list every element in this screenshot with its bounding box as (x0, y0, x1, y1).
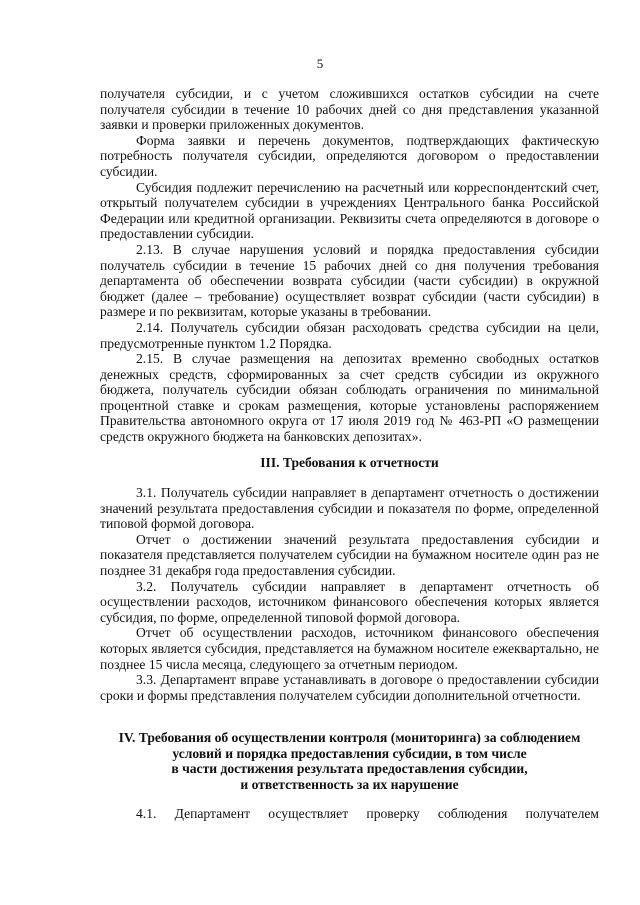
paragraph: 3.2. Получатель субсидии направляет в департамент отчетность об осуществлении расходов, источником финансового обеспечения которых является субсидия, по форме, определенной типовой формой договора. (100, 578, 599, 625)
section-4-heading-line: IV. Требования об осуществлении контроля (мониторинга) за соблюдением (118, 730, 581, 745)
paragraph: 3.1. Получатель субсидии направляет в департамент отчетность о достижении значений результата предоставления субсидии и показателя по форме, определенной типовой формой договора. (100, 485, 599, 532)
page-number: 5 (316, 56, 324, 71)
paragraphs-block-3 (100, 806, 599, 822)
paragraph: 2.13. В случае нарушения условий и порядка предоставления субсидии получатель субсидии в течение 15 рабочих дней со дня получения требования департамента об обеспечении возврата субсидии (части субсидии) в окружной бюджет (далее – требование) осуществляет возврат субсидии (части субсидии) в размере и по реквизитам, которые указаны в требовании. (100, 241, 599, 320)
paragraph: 4.1. Департамент осуществляет проверку соблюдения получателем (136, 806, 599, 821)
section-4-heading-line: и ответственность за их нарушение (240, 776, 459, 792)
section-4-heading-line: условий и порядка предоставления субсидии, в том числе (172, 745, 527, 761)
paragraph: Форма заявки и перечень документов, подтверждающих фактическую потребность получателя субсидии, определяются договором о предоставлении субсидии. (100, 132, 599, 179)
section-3-heading: III. Требования к отчетности (260, 455, 439, 470)
paragraphs-block-2 (100, 485, 599, 703)
paragraphs-block-1 (100, 86, 599, 445)
paragraph: Субсидия подлежит перечислению на расчетный или корреспондентский счет, открытый получателем субсидии в учреждениях Центрального банка Российской Федерации или кредитной организации. Реквизиты счета определяются в договоре о предоставлении субсидии. (100, 179, 599, 242)
paragraph: Отчет о достижении значений результата предоставления субсидии и показателя представляется получателем субсидии на бумажном носителе один раз не позднее 31 декабря года предоставления субсидии. (100, 531, 599, 578)
paragraph: 2.15. В случае размещения на депозитах временно свободных остатков денежных средств, сформированных за счет средств субсидии из окружного бюджета, получатель субсидии обязан соблюдать ограничения по минимальной процентной ставке и срокам размещения, которые установлены распоряжением Правительства автономного округа от 17 июля 2019 год № 463-РП «О размещении средств окружного бюджета на банковских депозитах». (100, 351, 599, 445)
paragraph: получателя субсидии, и с учетом сложившихся остатков субсидии на счете получателя субсидии в течение 10 рабочих дней со дня представления указанной заявки и проверки приложенных документов. (100, 86, 599, 133)
paragraph: 2.14. Получатель субсидии обязан расходовать средства субсидии на цели, предусмотренные пунктом 1.2 Порядка. (100, 319, 599, 351)
section-4-heading (100, 730, 599, 792)
paragraph: 3.3. Департамент вправе устанавливать в договоре о предоставлении субсидии сроки и формы представления получателем субсидии дополнительной отчетности. (100, 672, 599, 703)
paragraph: Отчет об осуществлении расходов, источником финансового обеспечения которых является субсидия, представляется на бумажном носителе ежеквартально, не позднее 15 числа месяца, следующего за отчетным периодом. (100, 625, 599, 672)
section-4-heading-line: в части достижения результата предоставления субсидии, (171, 761, 528, 777)
